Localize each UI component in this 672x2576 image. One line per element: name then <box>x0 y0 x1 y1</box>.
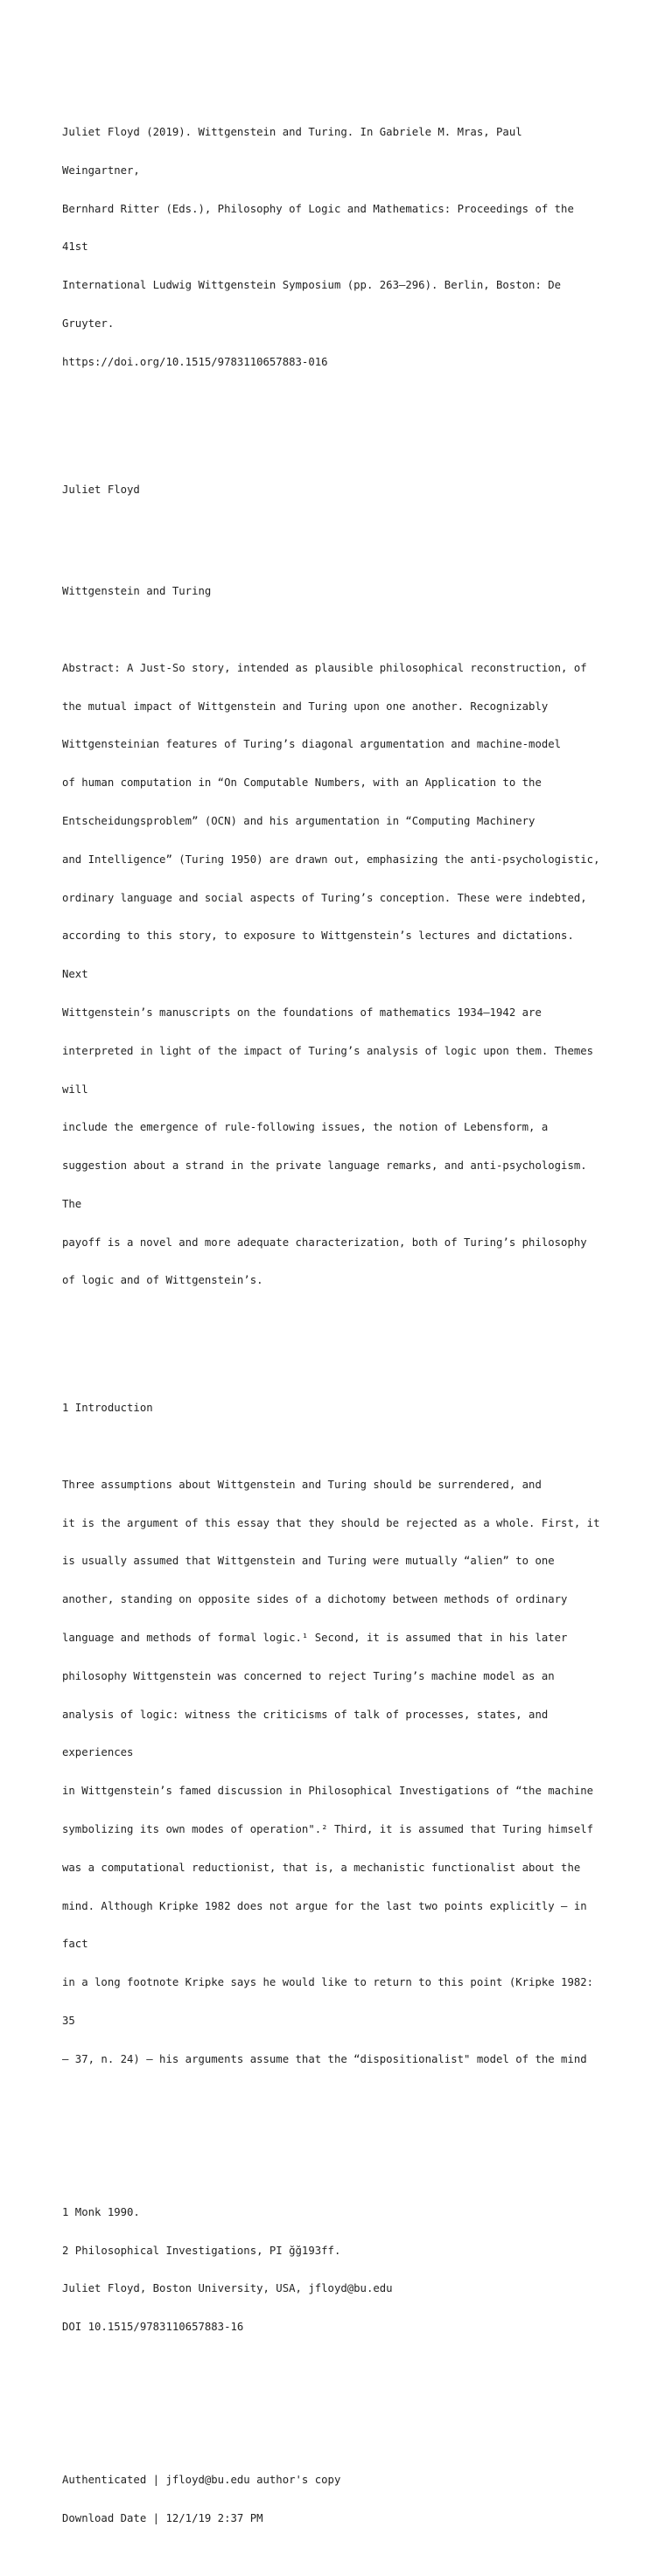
citation-line: Weingartner, <box>62 164 140 177</box>
abstract-line: ordinary language and social aspects of Turing’s conception. These were indebted, <box>62 891 587 904</box>
paper-title: Wittgenstein and Turing <box>62 585 212 598</box>
author-affiliation: Juliet Floyd, Boston University, USA, jfloyd@bu.edu <box>62 2282 393 2295</box>
body-line: experiences <box>62 1746 134 1759</box>
spacer <box>62 1351 622 1364</box>
author-name: Juliet Floyd <box>62 483 140 496</box>
body-line: it is the argument of this essay that they should be rejected as a whole. First, it <box>62 1516 600 1529</box>
abstract-line: of human computation in “On Computable Numbers, with an Application to the <box>62 776 542 790</box>
spacer <box>62 534 622 547</box>
abstract-line: the mutual impact of Wittgenstein and Turing upon one another. Recognizably <box>62 700 549 713</box>
body-line: in a long footnote Kripke says he would like to return to this point (Kripke 1982: <box>62 1976 594 1989</box>
body-line: mind. Although Kripke 1982 does not argue for the last two points explicitly – in <box>62 1899 587 1912</box>
body-line: symbolizing its own modes of operation".² Third, it is assumed that Turing himself <box>62 1822 594 1835</box>
abstract-line: Wittgenstein’s manuscripts on the foundations of mathematics 1934–1942 are <box>62 1006 542 1019</box>
abstract-line: will <box>62 1083 88 1096</box>
citation-block <box>62 101 622 394</box>
abstract-line: payoff is a novel and more adequate characterization, both of Turing’s philosophy <box>62 1236 587 1249</box>
authenticated-line: Authenticated | jfloyd@bu.edu author's copy <box>62 2474 341 2487</box>
body-line: was a computational reductionist, that is, a mechanistic functionalist about the <box>62 1861 581 1874</box>
body-line: 35 <box>62 2014 75 2027</box>
download-watermark <box>62 2448 622 2551</box>
spacer <box>62 432 622 445</box>
doi-line: DOI 10.1515/9783110657883-16 <box>62 2321 244 2334</box>
document-page <box>62 62 622 2576</box>
body-line: in Wittgenstein’s famed discussion in Philosophical Investigations of “the machine <box>62 1785 594 1798</box>
body-line: philosophy Wittgenstein was concerned to reject Turing’s machine model as an <box>62 1669 555 1682</box>
citation-line: 41st <box>62 240 88 254</box>
body-line: language and methods of formal logic.¹ Second, it is assumed that in his later <box>62 1632 568 1645</box>
abstract-line: The <box>62 1197 82 1210</box>
spacer <box>62 2398 622 2411</box>
spacer <box>62 2129 622 2142</box>
abstract-line: suggestion about a strand in the private language remarks, and anti-psychologism. <box>62 1159 587 1173</box>
body-line: another, standing on opposite sides of a dichotomy between methods of ordinary <box>62 1593 568 1606</box>
citation-line: Gruyter. <box>62 317 115 330</box>
body-line: analysis of logic: witness the criticisms of talk of processes, states, and <box>62 1708 549 1721</box>
abstract-line: Wittgensteinian features of Turing’s diagonal argumentation and machine-model <box>62 738 562 751</box>
footnote-line: 1 Monk 1990. <box>62 2205 140 2218</box>
download-date-line: Download Date | 12/1/19 2:37 PM <box>62 2512 263 2524</box>
body-line: Three assumptions about Wittgenstein and Turing should be surrendered, and <box>62 1478 542 1491</box>
citation-line: Bernhard Ritter (Eds.), Philosophy of Logic and Mathematics: Proceedings of the <box>62 202 574 215</box>
abstract-line: Next <box>62 968 88 981</box>
abstract-line: include the emergence of rule-following issues, the notion of Lebensform, a <box>62 1121 549 1134</box>
abstract-line: Entscheidungsproblem” (OCN) and his argumentation in “Computing Machinery <box>62 815 536 828</box>
body-line: – 37, n. 24) – his arguments assume that the “dispositionalist" model of the mind <box>62 2052 587 2065</box>
abstract-block <box>62 637 622 1312</box>
abstract-line: Abstract: A Just-So story, intended as plausible philosophical reconstruction, of <box>62 661 587 674</box>
body-line: is usually assumed that Wittgenstein and Turing were mutually “alien” to one <box>62 1555 555 1568</box>
abstract-line: and Intelligence” (Turing 1950) are drawn out, emphasizing the anti-psychologistic, <box>62 853 600 866</box>
abstract-line: according to this story, to exposure to Wittgenstein’s lectures and dictations. <box>62 929 574 943</box>
abstract-line: interpreted in light of the impact of Turing’s analysis of logic upon them. Themes <box>62 1044 594 1057</box>
citation-doi-link[interactable]: https://doi.org/10.1515/9783110657883-016 <box>62 355 328 368</box>
citation-line: Juliet Floyd (2019). Wittgenstein and Turing. In Gabriele M. Mras, Paul <box>62 125 522 138</box>
footnotes-block <box>62 2181 622 2359</box>
footnote-line: 2 Philosophical Investigations, PI ğğ193ff. <box>62 2244 341 2257</box>
body-line: fact <box>62 1938 88 1951</box>
section-heading: 1 Introduction <box>62 1402 153 1415</box>
introduction-block <box>62 1453 622 2092</box>
abstract-line: of logic and of Wittgenstein’s. <box>62 1274 263 1287</box>
citation-line: International Ludwig Wittgenstein Symposium (pp. 263–296). Berlin, Boston: De <box>62 279 562 292</box>
